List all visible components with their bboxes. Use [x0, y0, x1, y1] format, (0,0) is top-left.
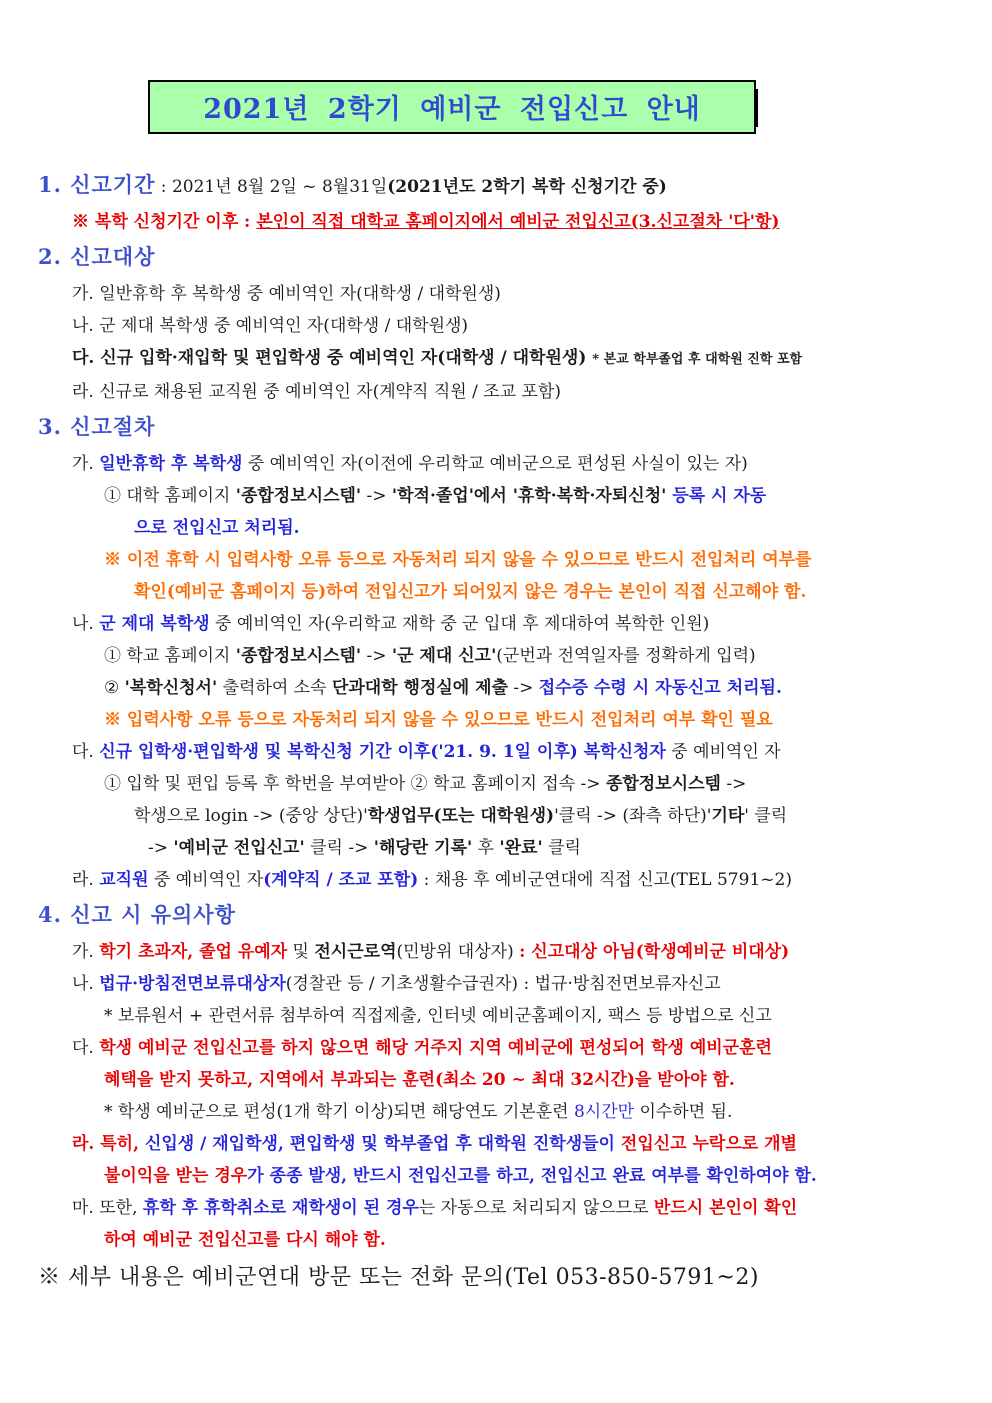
text-segment: ① 학교 홈페이지	[104, 646, 236, 666]
text-segment: 혜택을 받지 못하고, 지역에서 부과되는 훈련(최소 20 ~ 최대 32시간)을 받아야 함.	[104, 1070, 735, 1090]
text-segment: 전입신고 누락으로 개별	[620, 1134, 797, 1154]
text-segment: 휴학 후 휴학취소로 재학생이 된 경우	[142, 1198, 419, 1218]
s4-item-ra	[0, 1128, 992, 1160]
text-segment: (민방위 대상자)	[396, 942, 520, 962]
s1-period: 2021년 8월 2일 ~ 8월31일	[171, 177, 388, 197]
page-title: 2021년 2학기 예비군 전입신고 안내	[203, 94, 701, 125]
text-segment: 중 예비역인 자(우리학교 재학 중 군 입대 후 제대하여 복학한 인원)	[209, 614, 710, 634]
s3-heading: 3. 신고절차	[38, 414, 156, 439]
text-segment: 으로 전입신고 처리됨.	[134, 518, 300, 538]
text-segment: 신규 입학생·편입학생 및 복학신청 기간 이후('21. 9. 1일 이후) 복학신청자	[99, 742, 666, 762]
text-segment: 는 자동으로 처리되지 않으므로	[418, 1198, 654, 1218]
text-segment: ②	[104, 678, 125, 698]
text-segment: 클릭	[542, 838, 581, 858]
s4-da-cont	[0, 1064, 992, 1096]
text-segment: 접수증 수령 시 자동신고 처리됨.	[538, 678, 782, 698]
s2-heading-line	[0, 238, 992, 278]
s4-item-da	[0, 1032, 992, 1064]
s3-ga-step1-cont	[0, 512, 992, 544]
s1-warning-line	[0, 206, 992, 238]
title-banner	[148, 80, 756, 134]
text-segment: 학생으로 login -> (중앙 상단)'	[134, 806, 368, 826]
text-segment: 전시근로역	[314, 942, 397, 962]
text-segment: '완료'	[499, 838, 543, 858]
document-body	[0, 134, 992, 1298]
s2-item-na	[0, 310, 992, 342]
text-segment: * 보류원서 + 관련서류 첨부하여 직접제출, 인터넷 예비군홈페이지, 팩스 등 방법으로 신고	[104, 1006, 772, 1026]
text-segment: '예비군 전입신고'	[173, 838, 305, 858]
text-segment: 출력하여 소속	[217, 678, 332, 698]
text-segment: 학생 예비군 전입신고를 하지 않으면 해당 거주지 지역 예비군에 편성되어 학생 예비군훈련	[99, 1038, 772, 1058]
text-segment: 나.	[72, 614, 100, 634]
text-segment: 확인(예비군 홈페이지 등)하여 전입신고가 되어있지 않은 경우는 본인이 직접 신고해야 함.	[134, 582, 807, 602]
text-segment: 일반휴학 후 복학생	[99, 454, 243, 474]
s4-na-note	[0, 1000, 992, 1032]
s3-na-warning	[0, 704, 992, 736]
text-segment: :	[155, 177, 172, 197]
text-segment: 중 예비역인 자(이전에 우리학교 예비군으로 편성된 사실이 있는 자)	[242, 454, 748, 474]
text-segment: 가 종종 발생, 반드시 전입신고를 하고, 전입신고 완료 여부를 확인하여야 함.	[247, 1166, 817, 1186]
s3-ga-step1	[0, 480, 992, 512]
s3-ga-warning-1	[0, 544, 992, 576]
s3-da-step1-cont2	[0, 832, 992, 864]
text-segment: 다.	[72, 742, 100, 762]
s3-heading-line	[0, 408, 992, 448]
s3-item-ga	[0, 448, 992, 480]
s3-da-step1	[0, 768, 992, 800]
text-segment: 중 예비역인 자	[665, 742, 781, 762]
text-segment: '해당란 기록'	[373, 838, 473, 858]
text-segment: 등록 시 자동	[672, 486, 767, 506]
text-segment: 가.	[72, 942, 100, 962]
text-segment: 가.	[72, 454, 100, 474]
text-segment: 다. 신규 입학·재입학 및 편입학생 중 예비역인 자(대학생 / 대학원생)	[72, 348, 593, 368]
text-segment: 라. 특히,	[72, 1134, 145, 1154]
text-segment: 법규·방침전면보류대상자	[99, 974, 286, 994]
text-segment: ->	[508, 678, 539, 698]
text-segment: 하여 예비군 전입신고를 다시 해야 함.	[104, 1230, 386, 1250]
footer-contact: ※ 세부 내용은 예비군연대 방문 또는 전화 문의(Tel 053-850-5791~2)	[38, 1265, 759, 1290]
text-segment: 나.	[72, 974, 100, 994]
text-segment: (계약직 / 조교 포함)	[263, 870, 419, 890]
s4-item-ga	[0, 936, 992, 968]
s4-heading-line	[0, 896, 992, 936]
s1-warning-underlined: 본인이 직접 대학교 홈페이지에서 예비군 전입신고	[256, 212, 631, 232]
text-segment: 군 제대 복학생	[99, 614, 210, 634]
text-segment: ->	[361, 486, 392, 506]
text-segment: 불이익을 받는 경우	[104, 1166, 248, 1186]
text-segment: (군번과 전역일자를 정확하게 입력)	[496, 646, 756, 666]
s3-item-da	[0, 736, 992, 768]
s4-item-ma	[0, 1192, 992, 1224]
text-segment: ->	[148, 838, 174, 858]
s4-item-na	[0, 968, 992, 1000]
text-segment: ① 입학 및 편입 등록 후 학번을 부여받아 ② 학교 홈페이지 접속 ->	[104, 774, 606, 794]
text-segment: : 신고대상 아님(학생예비군 비대상)	[519, 942, 790, 962]
s2-item-ra	[0, 376, 992, 408]
text-segment: 신입생 / 재입학생, 편입학생 및 학부졸업 후 대학원 진학생들이	[144, 1134, 621, 1154]
footer-contact-line	[0, 1258, 992, 1298]
text-segment: ※ 입력사항 오류 등으로 자동처리 되지 않을 수 있으므로 반드시 전입처리 여부 확인 필요	[104, 710, 773, 730]
s1-warning-ref: (3.신고절차 '다'항)	[630, 212, 780, 232]
text-segment: 반드시 본인이 확인	[653, 1198, 798, 1218]
text-segment: '학적·졸업'에서	[391, 486, 513, 506]
text-segment: ※ 이전 휴학 시 입력사항 오류 등으로 자동처리 되지 않을 수 있으므로 반드시 전입처리 여부를	[104, 550, 812, 570]
text-segment: 종합정보시스템	[605, 774, 721, 794]
s4-da-note	[0, 1096, 992, 1128]
text-segment: ->	[361, 646, 392, 666]
s3-na-step2	[0, 672, 992, 704]
text-segment: 클릭 ->	[304, 838, 374, 858]
text-segment: '군 제대 신고'	[391, 646, 497, 666]
text-segment: ① 대학 홈페이지	[104, 486, 236, 506]
s4-heading: 4. 신고 시 유의사항	[38, 902, 236, 927]
s3-na-step1	[0, 640, 992, 672]
text-segment: (경찰관 등 / 기초생활수급권자) : 법규·방침전면보류자신고	[285, 974, 721, 994]
text-segment: 이수하면 됨.	[634, 1102, 733, 1122]
s3-item-na	[0, 608, 992, 640]
s1-period-note: (2021년도 2학기 복학 신청기간 중)	[387, 177, 667, 197]
text-segment: 단과대학 행정실에 제출	[331, 678, 508, 698]
text-segment: 중 예비역인 자	[148, 870, 264, 890]
s2-item-da-note: * 본교 학부졸업 후 대학원 진학 포함	[592, 352, 803, 367]
s2-item-da	[0, 342, 992, 376]
s3-item-ra	[0, 864, 992, 896]
text-segment: '종합정보시스템'	[235, 486, 362, 506]
s2-item-ga	[0, 278, 992, 310]
text-segment: 학생업무(또는 대학원생)	[367, 806, 555, 826]
text-segment: '휴학·복학·자퇴신청'	[512, 486, 673, 506]
title-wrap	[0, 0, 992, 134]
s4-ma-cont	[0, 1224, 992, 1256]
text-segment: 나. 군 제대 복학생 중 예비역인 자(대학생 / 대학원생)	[72, 316, 469, 336]
s4-ra-cont	[0, 1160, 992, 1192]
text-segment: : 채용 후 예비군연대에 직접 신고(TEL 5791~2)	[418, 870, 792, 890]
text-segment: 다.	[72, 1038, 100, 1058]
text-segment: 라.	[72, 870, 100, 890]
text-segment: ->	[720, 774, 747, 794]
text-segment: ' 클릭	[744, 806, 788, 826]
s3-ga-warning-2	[0, 576, 992, 608]
text-segment: 8시간만	[573, 1102, 635, 1122]
text-segment: 및	[287, 942, 315, 962]
text-segment: '복학신청서'	[124, 678, 218, 698]
text-segment: 기타	[711, 806, 745, 826]
text-segment: 가. 일반휴학 후 복학생 중 예비역인 자(대학생 / 대학원생)	[72, 284, 501, 304]
s1-heading: 1. 신고기간	[38, 172, 156, 197]
text-segment: 학기 초과자, 졸업 유예자	[99, 942, 288, 962]
text-segment: 교직원	[99, 870, 149, 890]
text-segment: '클릭 -> (좌측 하단)'	[554, 806, 712, 826]
text-segment: * 학생 예비군으로 편성(1개 학기 이상)되면 해당연도 기본훈련	[104, 1102, 574, 1122]
text-segment: ※ 복학 신청기간 이후 :	[72, 212, 257, 232]
text-segment: 라. 신규로 채용된 교직원 중 예비역인 자(계약직 직원 / 조교 포함)	[72, 382, 561, 402]
text-segment: 마. 또한,	[72, 1198, 143, 1218]
s3-da-step1-cont	[0, 800, 992, 832]
text-segment: 후	[472, 838, 500, 858]
text-segment: '종합정보시스템'	[235, 646, 362, 666]
s1-heading-line	[0, 166, 992, 206]
s2-heading: 2. 신고대상	[38, 244, 156, 269]
